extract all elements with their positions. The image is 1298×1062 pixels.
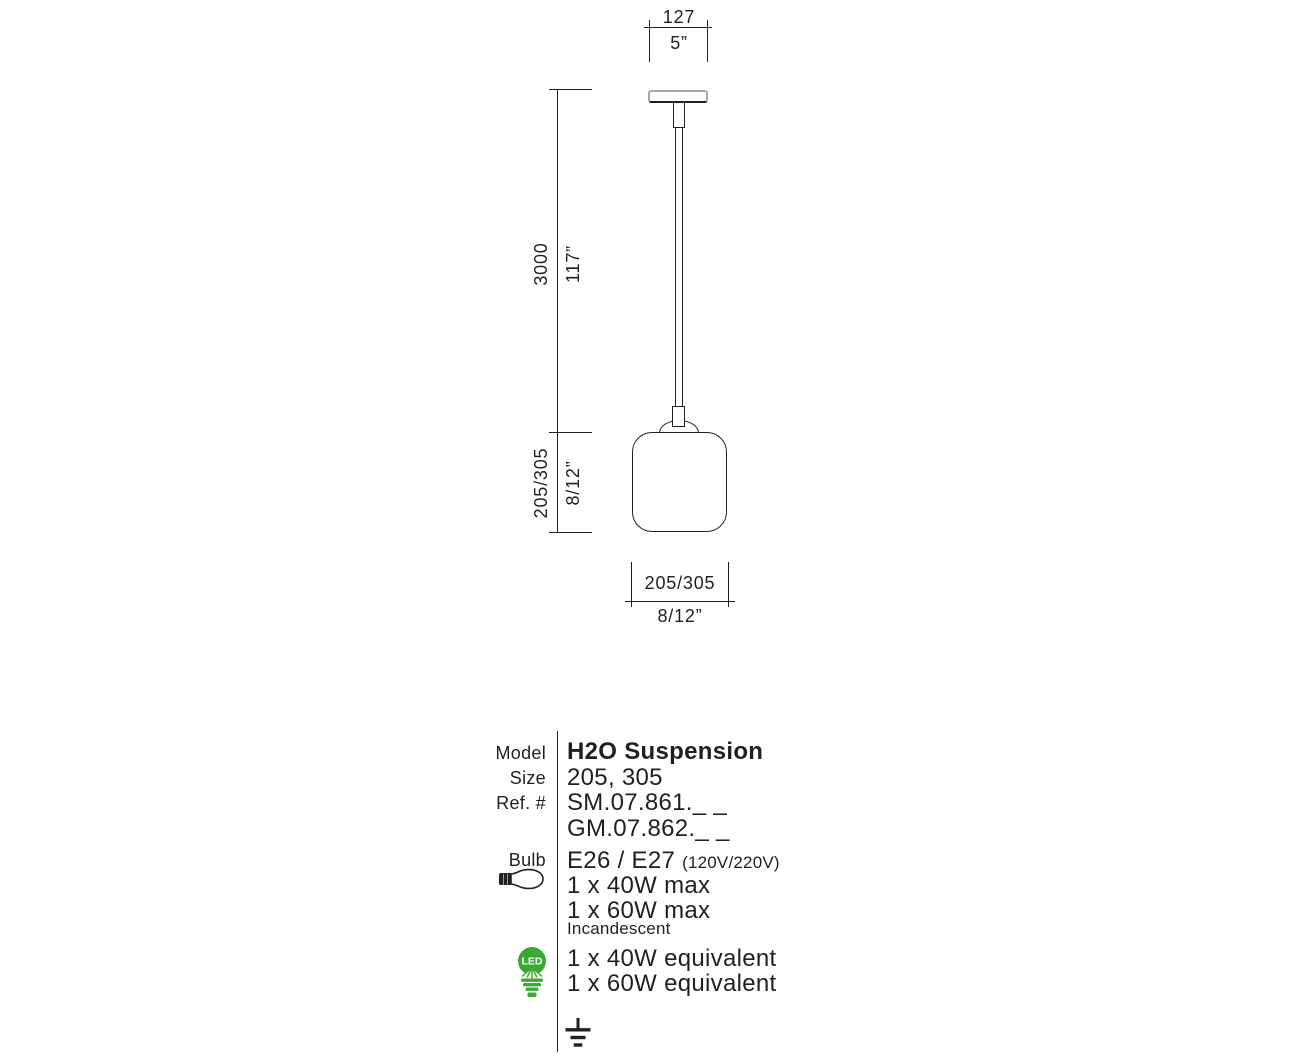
led-equivalent-1: 1 x 40W equivalent	[567, 945, 777, 972]
model-label: Model	[495, 743, 546, 763]
led-badge-text: LED	[521, 955, 543, 968]
suspension-cable	[675, 127, 683, 408]
bulb-type: Incandescent	[567, 919, 671, 938]
size-value: 205, 305	[567, 764, 663, 791]
size-label: Size	[509, 768, 546, 788]
bulb-wattage-1: 1 x 40W max	[567, 872, 711, 899]
led-equivalent-2: 1 x 60W equivalent	[567, 970, 777, 997]
led-bulb-icon	[516, 947, 548, 999]
lamp-shade	[632, 432, 727, 532]
dim-tick-canopy-top	[549, 89, 592, 90]
dim-tick-shade-top	[549, 432, 592, 433]
ref-value-2: GM.07.862._ _	[567, 815, 730, 842]
ref-value-1: SM.07.861._ _	[567, 789, 728, 816]
ground-icon	[564, 1016, 592, 1052]
dim-shade-width-imperial: 8/12”	[657, 606, 703, 626]
dim-canopy-metric: 127	[662, 7, 696, 27]
bulb-voltage-value: (120V/220V)	[682, 853, 780, 872]
dim-canopy-line	[644, 27, 712, 28]
lamp-socket	[672, 406, 685, 427]
dim-tick-shade-bottom	[549, 532, 592, 533]
bulb-wattage-2: 1 x 60W max	[567, 897, 711, 924]
bulb-label: Bulb	[508, 850, 546, 870]
dim-drop-metric: 3000	[531, 242, 551, 286]
spec-divider-line	[557, 731, 558, 1052]
canopy-stem	[673, 102, 685, 128]
dim-shade-height-metric: 205/305	[531, 447, 551, 519]
dim-vertical-line	[557, 90, 558, 533]
dim-drop-imperial: 117”	[563, 245, 583, 283]
dim-shade-height-imperial: 8/12”	[563, 460, 583, 506]
dim-width-line	[625, 601, 735, 602]
incandescent-bulb-icon	[498, 868, 546, 890]
dim-shade-width-metric: 205/305	[644, 573, 716, 593]
ref-label: Ref. #	[496, 793, 546, 813]
ceiling-canopy	[648, 90, 708, 103]
dim-canopy-imperial: 5”	[670, 33, 688, 53]
bulb-socket-value: E26 / E27	[567, 847, 676, 874]
model-value: H2O Suspension	[567, 738, 764, 765]
